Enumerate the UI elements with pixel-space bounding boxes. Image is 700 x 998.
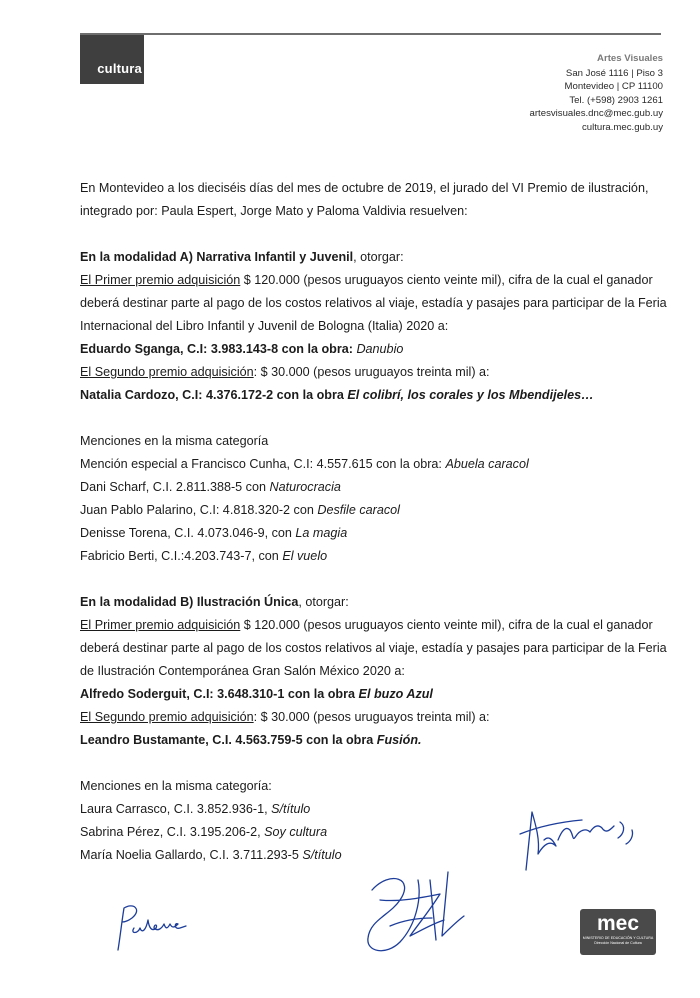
website: cultura.mec.gub.uy	[581, 121, 663, 133]
mec-logo: mec MINISTERIO DE EDUCACIÓN Y CULTURA Dirección Nacional de Cultura	[580, 909, 656, 955]
section-b-mentions-title: Menciones en la misma categoría:	[80, 779, 272, 793]
signature-paloma	[112, 898, 192, 958]
mention-item: Denisse Torena, C.I. 4.073.046-9, con La magia	[80, 526, 348, 540]
section-b-first-winner: Alfredo Soderguit, C.I: 3.648.310-1 con la obra El buzo Azul	[80, 687, 433, 701]
header-rule	[80, 33, 661, 35]
mention-item: Juan Pablo Palarino, C.I: 4.818.320-2 con Desfile caracol	[80, 503, 400, 517]
department: Artes Visuales	[597, 53, 663, 64]
phone: Tel. (+598) 2903 1261	[569, 94, 663, 106]
mention-item: Laura Carrasco, C.I. 3.852.936-1, S/título	[80, 802, 311, 816]
section-a-mentions-title: Menciones en la misma categoría	[80, 434, 269, 448]
section-b-second-prize: El Segundo premio adquisición: $ 30.000 (pesos uruguayos treinta mil) a:	[80, 710, 490, 724]
signature-jorge-mato	[360, 860, 470, 960]
section-a-second-winner: Natalia Cardozo, C.I: 4.376.172-2 con la obra El colibrí, los corales y los Mbendijeles…	[80, 388, 594, 402]
signature-paula-espert	[500, 800, 645, 880]
section-a-first-winner: Eduardo Sganga, C.I: 3.983.143-8 con la obra: Danubio	[80, 342, 404, 356]
address: San José 1116 | Piso 3	[565, 67, 663, 79]
section-a-heading: En la modalidad A) Narrativa Infantil y Juvenil, otorgar:	[80, 250, 404, 264]
mention-item: Fabricio Berti, C.I.:4.203.743-7, con El vuelo	[80, 549, 328, 563]
mention-item: Dani Scharf, C.I. 2.811.388-5 con Naturocracia	[80, 480, 341, 494]
city: Montevideo | CP 11100	[564, 81, 663, 92]
section-a-first-prize: El Primer premio adquisición $ 120.000 (pesos uruguayos ciento veinte mil), cifra de la cual el ganador deberá destinar parte al pago de los costos relativos al viaje, estadía y pasajes para participar de la Feria Internacional del Libro Infantil y Juvenil de Bologna (Italia) 2020 a:	[80, 273, 667, 333]
section-b-first-prize: El Primer premio adquisición $ 120.000 (pesos uruguayos ciento veinte mil), cifra de la cual el ganador deberá destinar parte al pago de los costos relativos al viaje, estadía y pasajes para participar de la Feria de Ilustración Contemporánea Gran Salón México 2020 a:	[80, 618, 667, 678]
section-b-second-winner: Leandro Bustamante, C.I. 4.563.759-5 con la obra Fusión.	[80, 733, 422, 747]
mention-item: María Noelia Gallardo, C.I. 3.711.293-5 S/título	[80, 848, 342, 862]
cultura-logo	[80, 35, 144, 84]
email: artesvisuales.dnc@mec.gub.uy	[529, 108, 663, 119]
intro-paragraph: En Montevideo a los dieciséis días del mes de octubre de 2019, el jurado del VI Premio de ilustración, integrado por: Paula Espert, Jorge Mato y Paloma Valdivia resuelven:	[80, 181, 649, 218]
mention-item: Mención especial a Francisco Cunha, C.I: 4.557.615 con la obra: Abuela caracol	[80, 457, 529, 471]
contact-block	[530, 52, 663, 134]
mention-item: Sabrina Pérez, C.I. 3.195.206-2, Soy cultura	[80, 825, 328, 839]
section-a-second-prize: El Segundo premio adquisición: $ 30.000 (pesos uruguayos treinta mil) a:	[80, 365, 490, 379]
logo-text: cultura	[97, 61, 142, 76]
section-b-heading: En la modalidad B) Ilustración Única, otorgar:	[80, 595, 349, 609]
document-body	[80, 177, 668, 867]
